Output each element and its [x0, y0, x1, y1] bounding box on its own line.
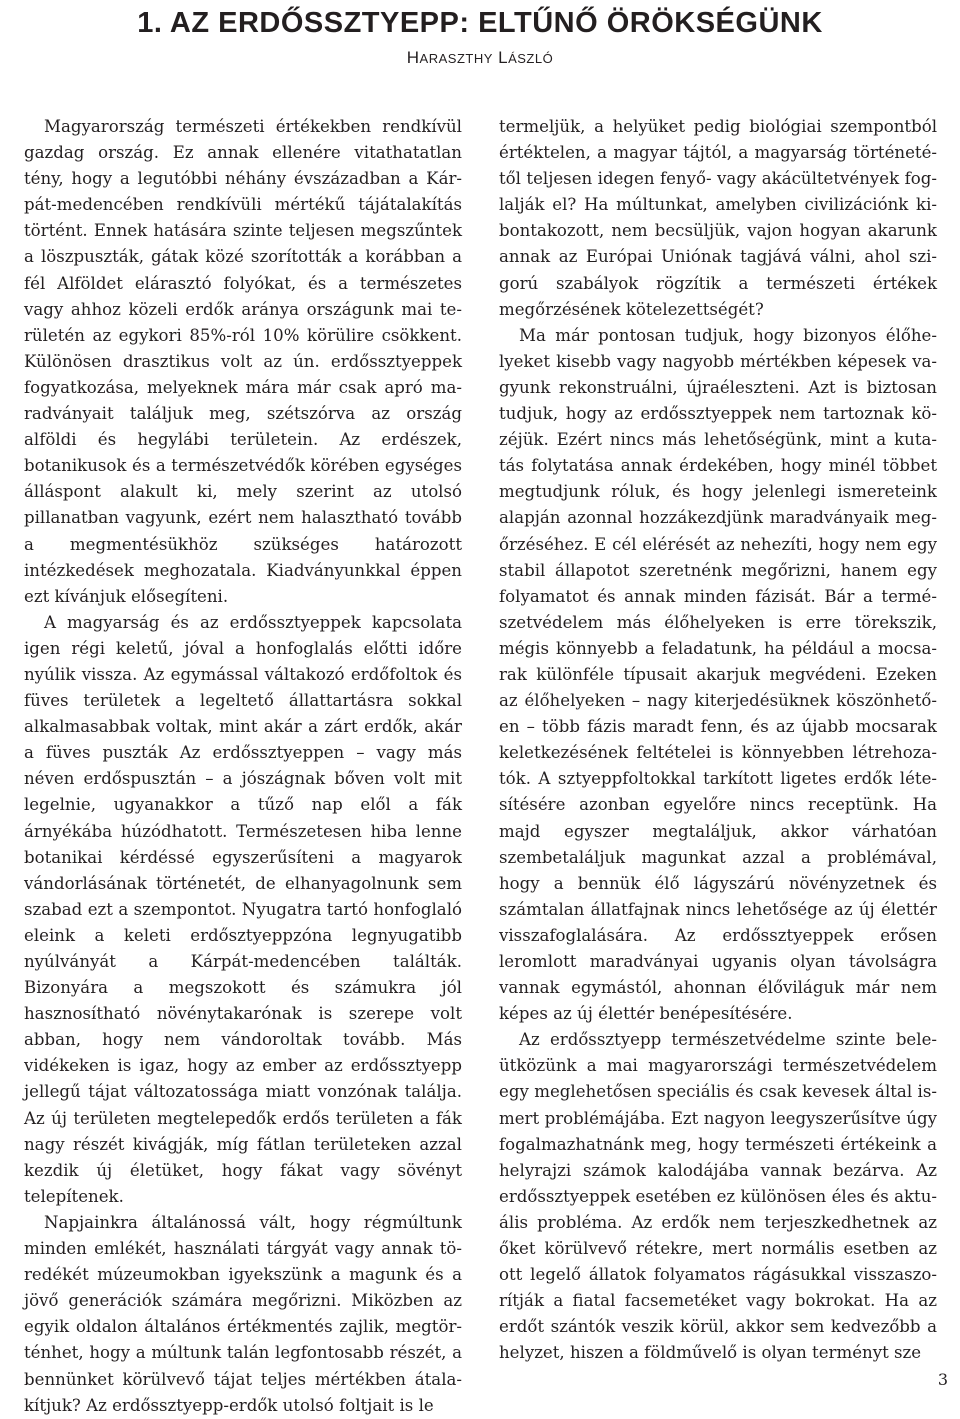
author-last-rest: ÁSZLÓ: [508, 51, 554, 66]
paragraph: Az erdőssztyepp természetvédelme szinte beleütközünk a mai magyarországi természetvédelem egy meglehetősen speciális és csak kevesek által ismert problémájába. Ezt nagyon leegyszerűsítve úgy fogalmazhatnánk meg, hogy természeti értékeink a helyrajzi számok kalodájába vannak bezárva. Az erdőssztyeppek esetében ez különösen éles és aktuális probléma. Az erdők nem terjeszkedhetnek az őket körülvevő rétekre, mert normális esetben az ott legelő állatok folyamatos rágásukkal visszaszorítják a fiatal facsemetéket vagy bokrokat. Ha az erdőt szántók veszik körül, akkor sem kedvezőbb a helyzet, hiszen a földművelő is olyan terményt sze: [499, 1030, 937, 1363]
author-first-initial: H: [406, 48, 420, 67]
paragraph: termeljük, a helyüket pedig biológiai szempontból értéktelen, a magyar tájtól, a magyarság történetétől teljesen idegen fenyő- vagy akácültetvények foglalják el? Ha múltunkat, amelyben civilizációnk kibontakozott, nem becsüljük, vajon hogyan akarunk annak az Európai Uniónak tagjává válni, ahol szigorú szabályok rögzítik a természeti értékek megőrzésének kötelezettségét?: [499, 117, 937, 319]
author-name: [0, 47, 960, 70]
paragraph: Napjainkra általánossá vált, hogy régmúltunk minden emlékét, használati tárgyát vagy annak töredékét múzeumokban igyekszünk a magunk és a jövő generációk számára megőrizni. Miközben az egyik oldalon általános értékmentés zajlik, megtörténhet, hogy a múltunk talán legfontosabb részét, a bennünket körülvevő tájat teljes mértékben átalakítjuk? Az erdőssztyepp-erdők utolsó foltjait is le: [24, 1212, 462, 1415]
paragraph: Magyarország természeti értékekben rendkívül gazdag ország. Ez annak ellenére vitathatatlan tény, hogy a legutóbbi néhány évszázadban a Kárpát-medencében rendkívüli mértékű tájátalakítás történt. Ennek hatására szinte teljesen megszűntek a löszpuszták, gátak közé szorították a korábban a fél Alföldet elárasztó folyókat, és a természetes vagy ahhoz közeli erdők aránya országunk mai területén az egykori 85%-ról 10% körülire csökkent. Különösen drasztikus volt az ún. erdőssztyeppek fogyatkozása, melyeknek mára már csak apró maradványait találjuk meg, szétszórva az ország alföldi és hegylábi területein. Az erdészek, botanikusok és a természetvédők körében egységes álláspont alakult ki, mely szerint az utolsó pillanatban vagyunk, ezért nem halasztható tovább a megmentésükhöz szükséges határozott intézkedések meghozatala. Kiadványunkkal éppen ezt kívánjuk elősegíteni.: [24, 117, 462, 606]
page-title: 1. AZ ERDŐSSZTYEPP: ELTŰNŐ ÖRÖKSÉGÜNK: [137, 7, 823, 39]
right-column: [499, 114, 937, 1367]
author-first-rest: ARASZTHY: [419, 51, 493, 66]
paragraph: Ma már pontosan tudjuk, hogy bizonyos élőhelyeket kisebb vagy nagyobb mértékben képesek vagyunk rekonstruálni, újraéleszteni. Azt is biztosan tudjuk, hogy az erdőssztyeppek nem tartoznak közéjük. Ezért nincs más lehetőségünk, mint a kutatás folytatása annak érdekében, hogy minél többet megtudjunk róluk, és hogy jelenlegi ismereteink alapján azonnal hozzákezdjünk maradványaik megőrzéséhez. E cél elérését az nehezíti, hogy nem egy stabil állapotot szeretnénk megőrizni, hanem egy folyamatot és annak minden fázisát. Bár a természetvédelem más élőhelyeken is erre törekszik, mégis könnyebb a feladatunk, ha például a mocsarak különféle típusait akarjuk megvédeni. Ezeken az élőhelyeken – nagy kiterjedésüknek köszönhetően – több fázis maradt fenn, és az újabb mocsarak keletkezésének feltételei is könnyebben létrehozatók. A sztyeppfoltokkal tarkított ligetes erdők létesítésére azonban egyelőre nincs receptünk. Ha majd egyszer megtaláljuk, akkor várhatóan szembetaláljuk magunkat azzal a problémával, hogy a bennük élő lágyszárú növényzetnek és számtalan állatfajnak nincs lehetősége az új élettér visszafoglalására. Az erdőssztyeppek erősen leromlott maradványai ugyanis olyan távolságra vannak egymástól, ahonnan élőviláguk már nem képes az új élettér benépesítésére.: [499, 325, 937, 1024]
page-number: 3: [937, 1370, 948, 1389]
author-last-initial: L: [498, 48, 509, 67]
left-column: [24, 114, 462, 1419]
paragraph: A magyarság és az erdőssztyeppek kapcsolata igen régi keletű, jóval a honfoglalás előtti időre nyúlik vissza. Az egymással váltakozó erdőfoltok és füves területek a legeltető állattartásra sokkal alkalmasabbak voltak, mint akár a zárt erdők, akár a füves puszták Az erdőssztyeppen – vagy más néven erdőspusztán – a jószágnak bőven volt mit legelnie, ugyanakkor a tűző nap elől a fák árnyékába húzódhatott. Természetesen hiba lenne botanikai kérdéssé egyszerűsíteni a magyarok vándorlásának történetét, de elhanyagolnunk sem szabad ezt a szempontot. Nyugatra tartó honfoglaló eleink a keleti erdősztyeppzóna legnyugatibb nyúlványát a Kárpát-medencében találták. Bizonyára a megszokott és számukra jól hasznosítható növénytakarónak is szerepe volt abban, hogy nem vándoroltak tovább. Más vidékeken is igaz, hogy az ember az erdőssztyepp jellegű tájat változatossága miatt vonzónak találja. Az új területen megtelepedők erdős területen a fák nagy részét kivágják, míg fátlan területeken azzal kezdik új életüket, hogy fákat vagy sövényt telepítenek.: [24, 612, 462, 1206]
